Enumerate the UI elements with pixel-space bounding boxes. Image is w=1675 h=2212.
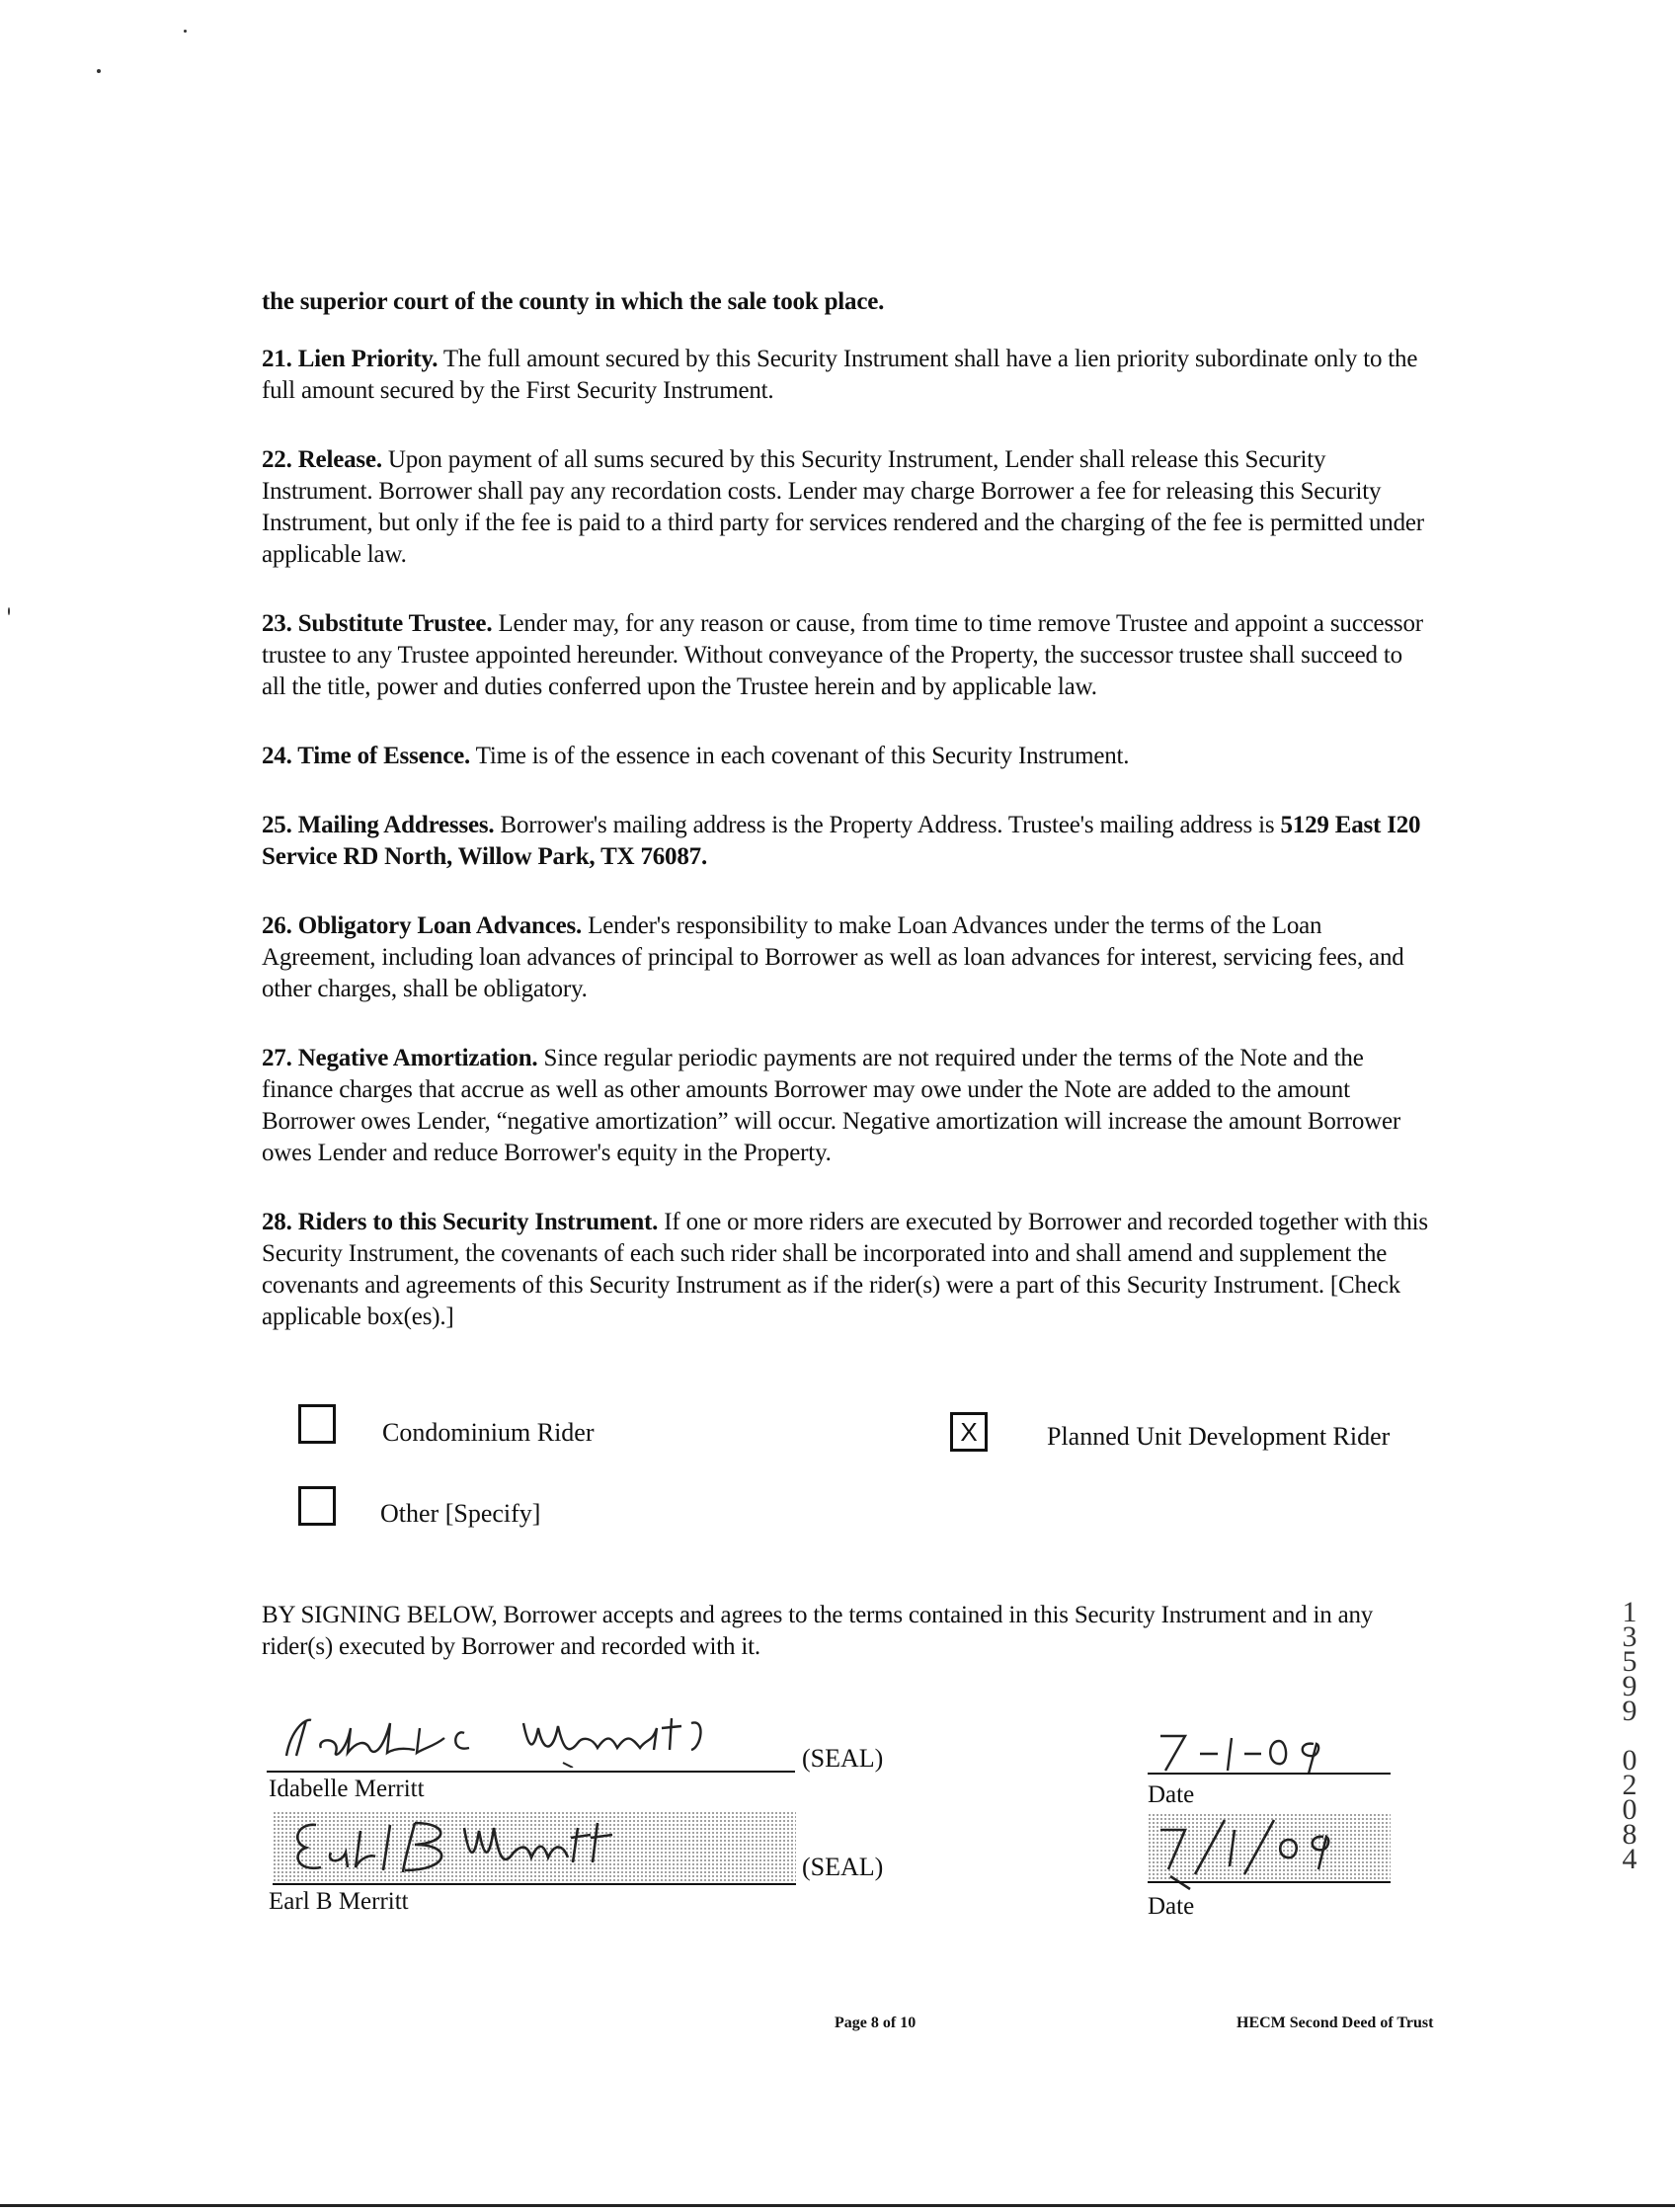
section-text: If one or more riders are executed by Borrower and recorded together with this Security Instrument, the covenants of each such rider shall be incorporated into and shall amend and supplement the covenants and agreements of this Security Instrument as if the rider(s) were a part of this Security Instrument. [Check applicable box(es).] xyxy=(262,1209,1428,1330)
earl-signature-handwriting xyxy=(277,1813,731,1884)
condominium-rider-label: Condominium Rider xyxy=(382,1418,595,1447)
section-text: The full amount secured by this Security Instrument shall have a lien priority subordinate only to the full amount secured by the First Security Instrument. xyxy=(262,346,1418,404)
section-heading: 24. Time of Essence. xyxy=(262,743,471,769)
signature-line-idabelle xyxy=(267,1771,795,1773)
seal-label: (SEAL) xyxy=(802,1744,884,1773)
other-rider-checkbox[interactable] xyxy=(298,1486,336,1526)
section-text: Since regular periodic payments are not required under the terms of the Note and the finance charges that accrue as well as other amounts Borrower may owe under the Note are added to the amount Borrower owes Lender, “negative amortization” will occur. Negative amortization will increase the amount Borrower owes Lender and reduce Borrower's equity in the Property. xyxy=(262,1045,1401,1166)
other-rider-label: Other [Specify] xyxy=(380,1499,541,1528)
section-substitute-trustee xyxy=(262,608,1432,703)
borrower-name-idabelle: Idabelle Merritt xyxy=(269,1776,425,1802)
section-release xyxy=(262,444,1432,571)
section-heading: 28. Riders to this Security Instrument. xyxy=(262,1209,659,1235)
section-heading: 22. Release. xyxy=(262,446,382,473)
date-label-1: Date xyxy=(1148,1781,1195,1808)
date-line-2 xyxy=(1148,1881,1391,1883)
signing-statement: BY SIGNING BELOW, Borrower accepts and agrees to the terms contained in this Security Instrument and in any rider(s) executed by Borrower and recorded with it. xyxy=(262,1602,1374,1660)
signature-line-earl xyxy=(273,1883,796,1885)
page-number: Page 8 of 10 xyxy=(835,2014,917,2031)
section-negative-amortization xyxy=(262,1043,1432,1169)
pud-rider-label: Planned Unit Development Rider xyxy=(1047,1422,1391,1451)
pud-rider-checkbox[interactable]: X xyxy=(950,1412,988,1452)
document-title-footer: HECM Second Deed of Trust xyxy=(1236,2014,1434,2031)
borrower-name-earl: Earl B Merritt xyxy=(269,1888,409,1915)
section-heading: 23. Substitute Trustee. xyxy=(262,610,493,637)
section-heading: 26. Obligatory Loan Advances. xyxy=(262,912,583,939)
section-obligatory-loan-advances xyxy=(262,910,1432,1005)
date-line-1 xyxy=(1148,1773,1391,1775)
section-riders xyxy=(262,1207,1432,1333)
recording-number: 1 3 5 9 9 0 2 0 8 4 xyxy=(1622,1596,1637,1875)
section-heading: 27. Negative Amortization. xyxy=(262,1045,538,1071)
section-heading: 21. Lien Priority. xyxy=(262,346,439,372)
idabelle-signature-handwriting xyxy=(267,1708,800,1768)
section-lien-priority xyxy=(262,344,1432,407)
section-mailing-addresses xyxy=(262,810,1432,873)
section-text: Lender's responsibility to make Loan Advances under the terms of the Loan Agreement, including loan advances of principal to Borrower as well as loan advances for interest, servicing fees, and other charges, shall be obligatory. xyxy=(262,912,1404,1002)
condominium-rider-checkbox[interactable] xyxy=(298,1404,336,1444)
section-heading: 25. Mailing Addresses. xyxy=(262,812,495,838)
section-text: Lender may, for any reason or cause, from time to time remove Trustee and appoint a successor trustee to any Trustee appointed hereunder. Without conveyance of the Property, the successor trustee shall succeed to all the title, power and duties conferred upon the Trustee herein and by applicable law. xyxy=(262,610,1423,700)
section-text: Borrower's mailing address is the Property Address. Trustee's mailing address is xyxy=(494,812,1281,838)
date-handwriting-1 xyxy=(1151,1726,1348,1776)
scan-speck xyxy=(97,69,101,73)
scan-speck xyxy=(184,30,187,33)
seal-label: (SEAL) xyxy=(802,1853,884,1881)
scan-speck xyxy=(8,607,10,615)
document-body xyxy=(262,286,1432,1333)
date-label-2: Date xyxy=(1148,1893,1195,1920)
section-text: Upon payment of all sums secured by this Security Instrument, Lender shall release this Security Instrument. Borrower shall pay any recordation costs. Lender may charge Borrower a fee for releasing this Security Instrument, but only if the fee is paid to a third party for services rendered and the charging of the fee is permitted under applicable law. xyxy=(262,446,1424,568)
scan-border xyxy=(0,2204,1675,2207)
section-text: Time is of the essence in each covenant of this Security Instrument. xyxy=(470,743,1130,769)
continuation-text: the superior court of the county in which the sale took place. xyxy=(262,288,885,315)
trustee-address: 5129 East I20 Service RD North, Willow Park, TX 76087. xyxy=(262,812,1421,870)
section-time-of-essence xyxy=(262,741,1432,772)
